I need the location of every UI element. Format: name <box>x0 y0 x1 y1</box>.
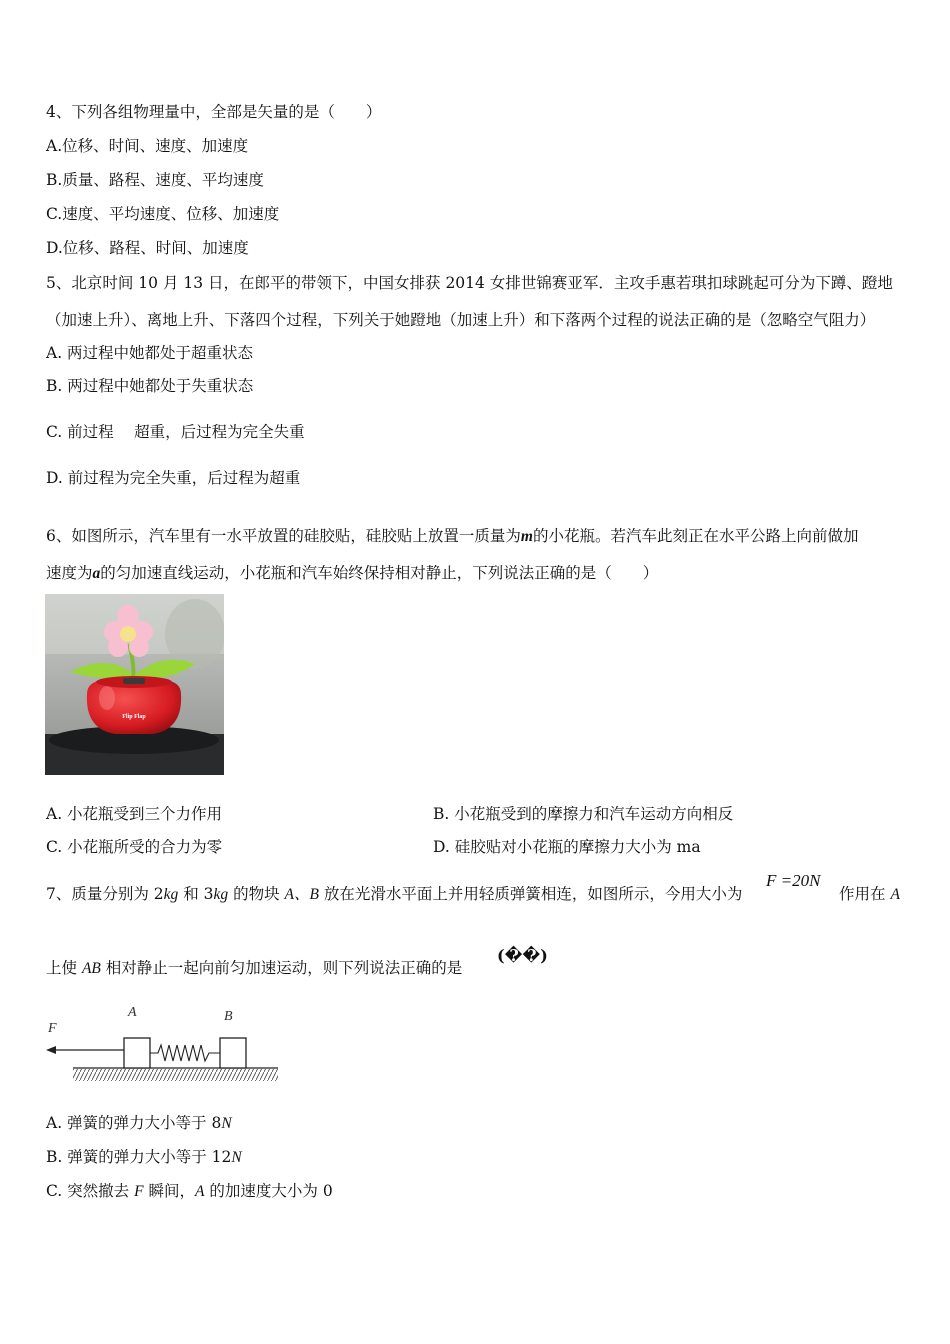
q5-option-d: D. 前过程为完全失重，后过程为超重 <box>46 469 301 487</box>
q4-option-b: B.质量、路程、速度、平均速度 <box>46 171 264 189</box>
q7-option-b: B. 弹簧的弹力大小等于 12N <box>46 1148 242 1166</box>
q6-stem-line1: 6、如图所示，汽车里有一水平放置的硅胶贴，硅胶贴上放置一质量为m的小花瓶。若汽车此刻正在水平公路上向前做加 <box>46 527 859 545</box>
q5-stem-line2: （加速上升）、离地上升、下落四个过程，下列关于她蹬地（加速上升）和下落两个过程的说法正确的是（忽略空气阻力） <box>46 311 876 329</box>
spring-blocks-figure <box>40 1000 285 1090</box>
q6-option-a: A. 小花瓶受到三个力作用 <box>46 805 223 823</box>
answer-blank: (��) <box>497 946 548 965</box>
q7-stem-line2: 上使 AB 相对静止一起向前匀加速运动，则下列说法正确的是 <box>46 959 463 977</box>
q7-option-c: C. 突然撤去 F 瞬间，A 的加速度大小为 0 <box>46 1182 333 1200</box>
block-a-label: A <box>128 1005 137 1020</box>
q5-option-a: A. 两过程中她都处于超重状态 <box>46 344 254 362</box>
q5-option-b: B. 两过程中她都处于失重状态 <box>46 377 254 395</box>
q5-stem-line1: 5、北京时间 10 月 13 日，在郎平的带领下，中国女排获 2014 女排世锦赛亚军．主攻手惠若琪扣球跳起可分为下蹲、蹬地 <box>46 274 893 292</box>
q6-stem-line2: 速度为a的匀加速直线运动，小花瓶和汽车始终保持相对静止，下列说法正确的是（ ） <box>46 564 659 582</box>
spring <box>150 1045 220 1061</box>
q7-stem-line1: 7、质量分别为 2kg 和 3kg 的物块 A、B 放在光滑水平面上并用轻质弹簧相连，如图所示，今用大小为 <box>46 885 743 903</box>
q4-option-d: D.位移、路程、时间、加速度 <box>46 239 249 257</box>
force-equation: F =20N <box>766 871 821 890</box>
force-label: F <box>48 1021 57 1036</box>
q6-option-d: D. 硅胶贴对小花瓶的摩擦力大小为 ma <box>433 838 701 856</box>
q6-option-b: B. 小花瓶受到的摩擦力和汽车运动方向相反 <box>433 805 734 823</box>
pot-label: Flip Flap <box>122 714 146 720</box>
block-b-label: B <box>224 1009 233 1024</box>
q5-option-c: C. 前过程 超重，后过程为完全失重 <box>46 423 305 441</box>
q6-option-c: C. 小花瓶所受的合力为零 <box>46 838 223 856</box>
q4-option-a: A.位移、时间、速度、加速度 <box>46 137 249 155</box>
q4-option-c: C.速度、平均速度、位移、加速度 <box>46 205 280 223</box>
q7-stem-line1-end: 作用在 A <box>839 885 900 903</box>
q4-stem: 4、下列各组物理量中，全部是矢量的是（ ） <box>46 103 382 121</box>
block-a <box>124 1038 150 1068</box>
flower-pot-photo <box>45 594 224 775</box>
q7-option-a: A. 弹簧的弹力大小等于 8N <box>46 1114 232 1132</box>
mass-variable: m <box>520 528 533 545</box>
acceleration-variable: a <box>92 565 101 582</box>
block-b <box>220 1038 246 1068</box>
